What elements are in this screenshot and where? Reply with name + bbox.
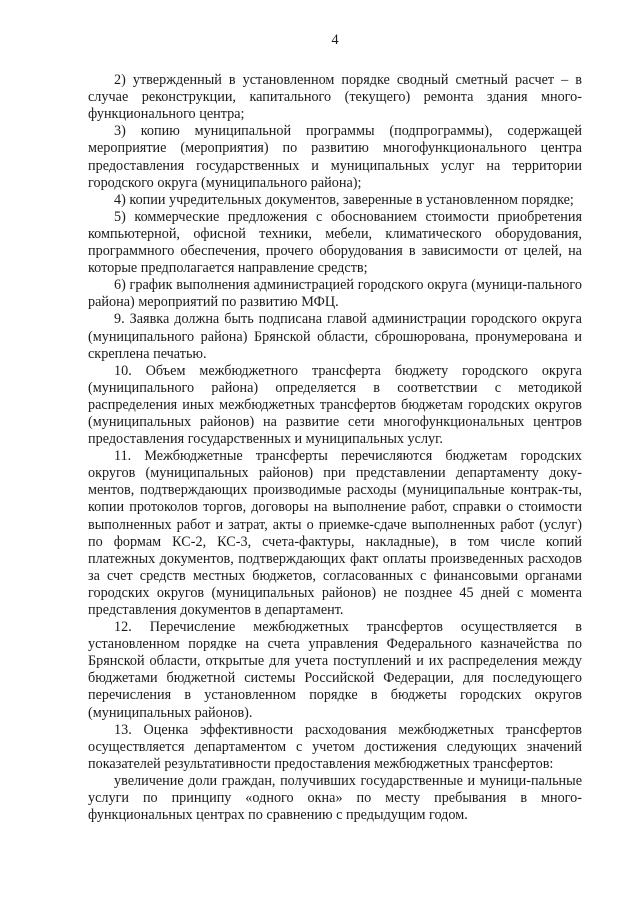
paragraph-item-2: 2) утвержденный в установленном порядке сводный сметный расчет – в случае реконструкции, капитального (текущего) ремонта здания много-функционального центра; <box>88 72 582 123</box>
paragraph-clause-12: 12. Перечисление межбюджетных трансфертов осуществляется в установленном порядке на счета управления Федерального казначейства по Брянской области, открытые для учета поступлений и их распределения между бюджетами бюджетной системы Российской Федерации, для последующего перечисления в установленном порядке в бюджеты городских округов (муниципальных районов). <box>88 619 582 721</box>
page-number: 4 <box>331 32 339 48</box>
paragraph-clause-13: 13. Оценка эффективности расходования межбюджетных трансфертов осуществляется департаментом с учетом достижения следующих значений показателей результативности предоставления межбюджетных трансфертов: <box>88 721 582 772</box>
paragraph-item-4: 4) копии учредительных документов, заверенные в установленном порядке; <box>114 191 574 208</box>
paragraph-clause-9: 9. Заявка должна быть подписана главой администрации городского округа (муниципального района) Брянской области, сброшюрована, пронумерована и скреплена печатью. <box>88 311 582 362</box>
paragraph-clause-11: 11. Межбюджетные трансферты перечисляются бюджетам городских округов (муниципальных районов) при представлении департаменту доку-ментов, подтверждающих производимые расходы (муниципальные контрак-ты, копии протоколов торгов, договоры на выполнение работ, справки о стоимости выполненных работ и затрат, акты о приемке-сдаче выполненных работ (услуг) по формам КС-2, КС-3, счета-фактуры, накладные), в том числе копий платежных документов, подтверждающих факт оплаты произведенных расходов за счет средств местных бюджетов, согласованных с финансовыми органами городских округов (муниципальных районов) не позднее 45 дней с момента представления документов в департамент. <box>88 448 582 618</box>
paragraph-item-6: 6) график выполнения администрацией городского округа (муници-пального района) мероприятий по развитию МФЦ. <box>88 277 582 311</box>
paragraph-indicator: увеличение доли граждан, получивших государственные и муници-пальные услуги по принципу «одного окна» по месту пребывания в много-функциональных центрах по сравнению с предыдущим годом. <box>88 772 582 824</box>
paragraph-item-5: 5) коммерческие предложения с обоснованием стоимости приобретения компьютерной, офисной техники, мебели, климатического оборудования, программного обеспечения, прочего оборудования в зависимости от целей, на которые предполагается направление средств; <box>88 208 582 277</box>
paragraph-item-3: 3) копию муниципальной программы (подпрограммы), содержащей мероприятие (мероприятия) по развитию многофункционального центра предоставления государственных и муниципальных услуг на территории городского округа (муниципального района); <box>88 123 582 191</box>
paragraph-clause-10: 10. Объем межбюджетного трансферта бюджету городского округа (муниципального района) определяется в соответствии с методикой распределения иных межбюджетных трансфертов бюджетам городских округов (муниципальных районов) на развитие сети многофункциональных центров предоставления государственных и муниципальных услуг. <box>88 362 582 448</box>
